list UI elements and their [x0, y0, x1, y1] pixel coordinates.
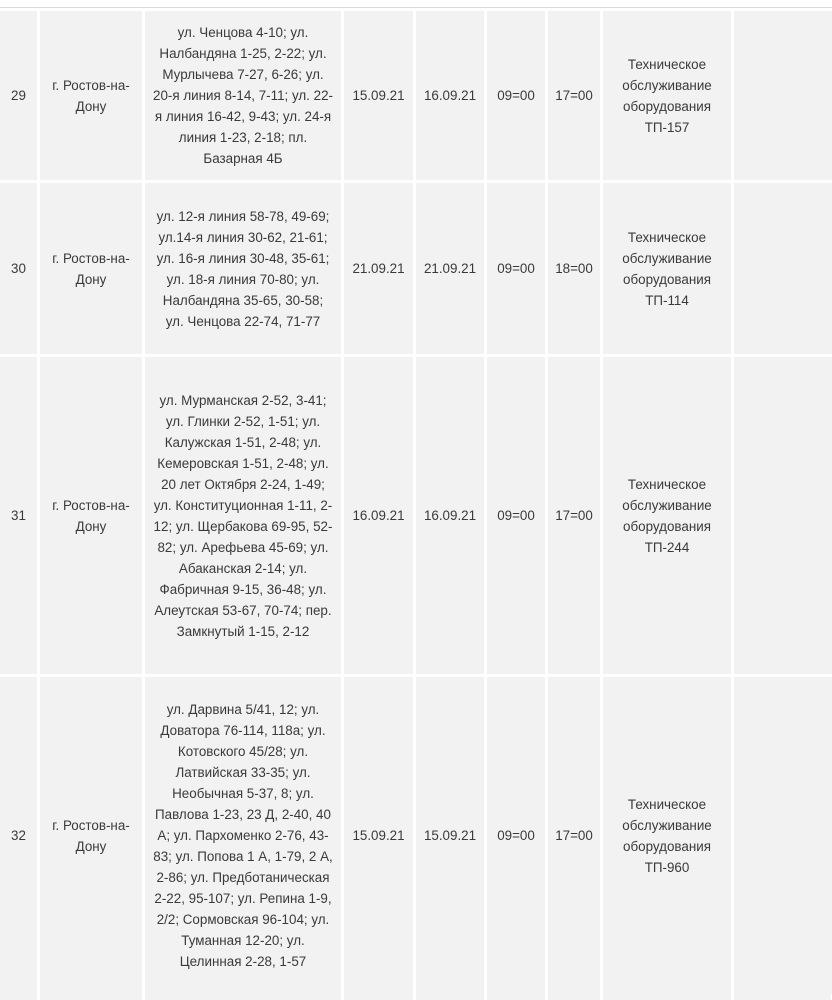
partial-cell	[40, 994, 142, 1000]
partial-cell	[734, 994, 831, 1000]
table-row	[0, 11, 832, 180]
table-row	[0, 183, 832, 354]
partial-cell	[145, 994, 341, 1000]
reason-cell: Техническое обслуживание оборудования ТП-244	[603, 357, 731, 674]
end-date-cell: 21.09.21	[416, 183, 484, 354]
partial-cell	[416, 994, 484, 1000]
outage-table	[0, 8, 832, 997]
end-date-cell: 16.09.21	[416, 357, 484, 674]
start-date-cell: 21.09.21	[344, 183, 413, 354]
city-cell: г. Ростов-на-Дону	[40, 183, 142, 354]
row-number: 31	[0, 357, 37, 674]
partial-cell	[0, 994, 37, 1000]
end-date-cell: 15.09.21	[416, 677, 484, 994]
start-time-cell: 09=00	[487, 11, 545, 180]
streets-cell: ул. Мурманская 2-52, 3-41; ул. Глинки 2-52, 1-51; ул. Калужская 1-51, 2-48; ул. Кемеровская 1-51, 2-48; ул. 20 лет Октября 2-24, 1-49; ул. Конституционная 1-11, 2-12; ул. Щербакова 69-95, 52-82; ул. Арефьева 45-69; ул. Абаканская 2-14; ул. Фабричная 9-15, 36-48; ул. Алеутская 53-67, 70-74; пер. Замкнутый 1-15, 2-12	[145, 357, 341, 674]
start-time-cell: 09=00	[487, 357, 545, 674]
end-time-cell: 17=00	[548, 677, 600, 994]
end-time-cell: 18=00	[548, 183, 600, 354]
partial-cell	[344, 994, 413, 1000]
note-cell	[734, 677, 832, 994]
partial-cell	[548, 994, 600, 1000]
start-date-cell: 15.09.21	[344, 677, 413, 994]
start-time-cell: 09=00	[487, 677, 545, 994]
city-cell: г. Ростов-на-Дону	[40, 11, 142, 180]
city-cell: г. Ростов-на-Дону	[40, 357, 142, 674]
row-number: 29	[0, 11, 37, 180]
row-number: 32	[0, 677, 37, 994]
end-time-cell: 17=00	[548, 11, 600, 180]
end-date-cell: 16.09.21	[416, 11, 484, 180]
note-cell	[734, 183, 832, 354]
partial-cell	[487, 994, 545, 1000]
row-number: 30	[0, 183, 37, 354]
note-cell	[734, 11, 832, 180]
note-cell	[734, 357, 832, 674]
start-time-cell: 09=00	[487, 183, 545, 354]
city-cell: г. Ростов-на-Дону	[40, 677, 142, 994]
table-row	[0, 677, 832, 994]
start-date-cell: 16.09.21	[344, 357, 413, 674]
top-rule	[0, 0, 832, 8]
next-row-partial	[0, 994, 832, 1000]
reason-cell: Техническое обслуживание оборудования ТП-157	[603, 11, 731, 180]
streets-cell: ул. Ченцова 4-10; ул. Налбандяна 1-25, 2-22; ул. Мурлычева 7-27, 6-26; ул. 20-я линия 8-14, 7-11; ул. 22-я линия 16-42, 9-43; ул. 24-я линия 1-23, 2-18; пл. Базарная 4Б	[145, 11, 341, 180]
end-time-cell: 17=00	[548, 357, 600, 674]
streets-cell: ул. Дарвина 5/41, 12; ул. Доватора 76-114, 118а; ул. Котовского 45/28; ул. Латвийская 33-35; ул. Необычная 5-37, 8; ул. Павлова 1-23, 23 Д, 2-40, 40 А; ул. Пархоменко 2-76, 43-83; ул. Попова 1 А, 1-79, 2 А, 2-86; ул. Предботаническая 2-22, 95-107; ул. Репина 1-9, 2/2; Сормовская 96-104; ул. Туманная 12-20; ул. Целинная 2-28, 1-57	[145, 677, 341, 994]
partial-cell	[603, 994, 731, 1000]
table-row	[0, 357, 832, 674]
reason-cell: Техническое обслуживание оборудования ТП-960	[603, 677, 731, 994]
reason-cell: Техническое обслуживание оборудования ТП-114	[603, 183, 731, 354]
start-date-cell: 15.09.21	[344, 11, 413, 180]
streets-cell: ул. 12-я линия 58-78, 49-69; ул.14-я линия 30-62, 21-61; ул. 16-я линия 30-48, 35-61; ул. 18-я линия 70-80; ул. Налбандяна 35-65, 30-58; ул. Ченцова 22-74, 71-77	[145, 183, 341, 354]
